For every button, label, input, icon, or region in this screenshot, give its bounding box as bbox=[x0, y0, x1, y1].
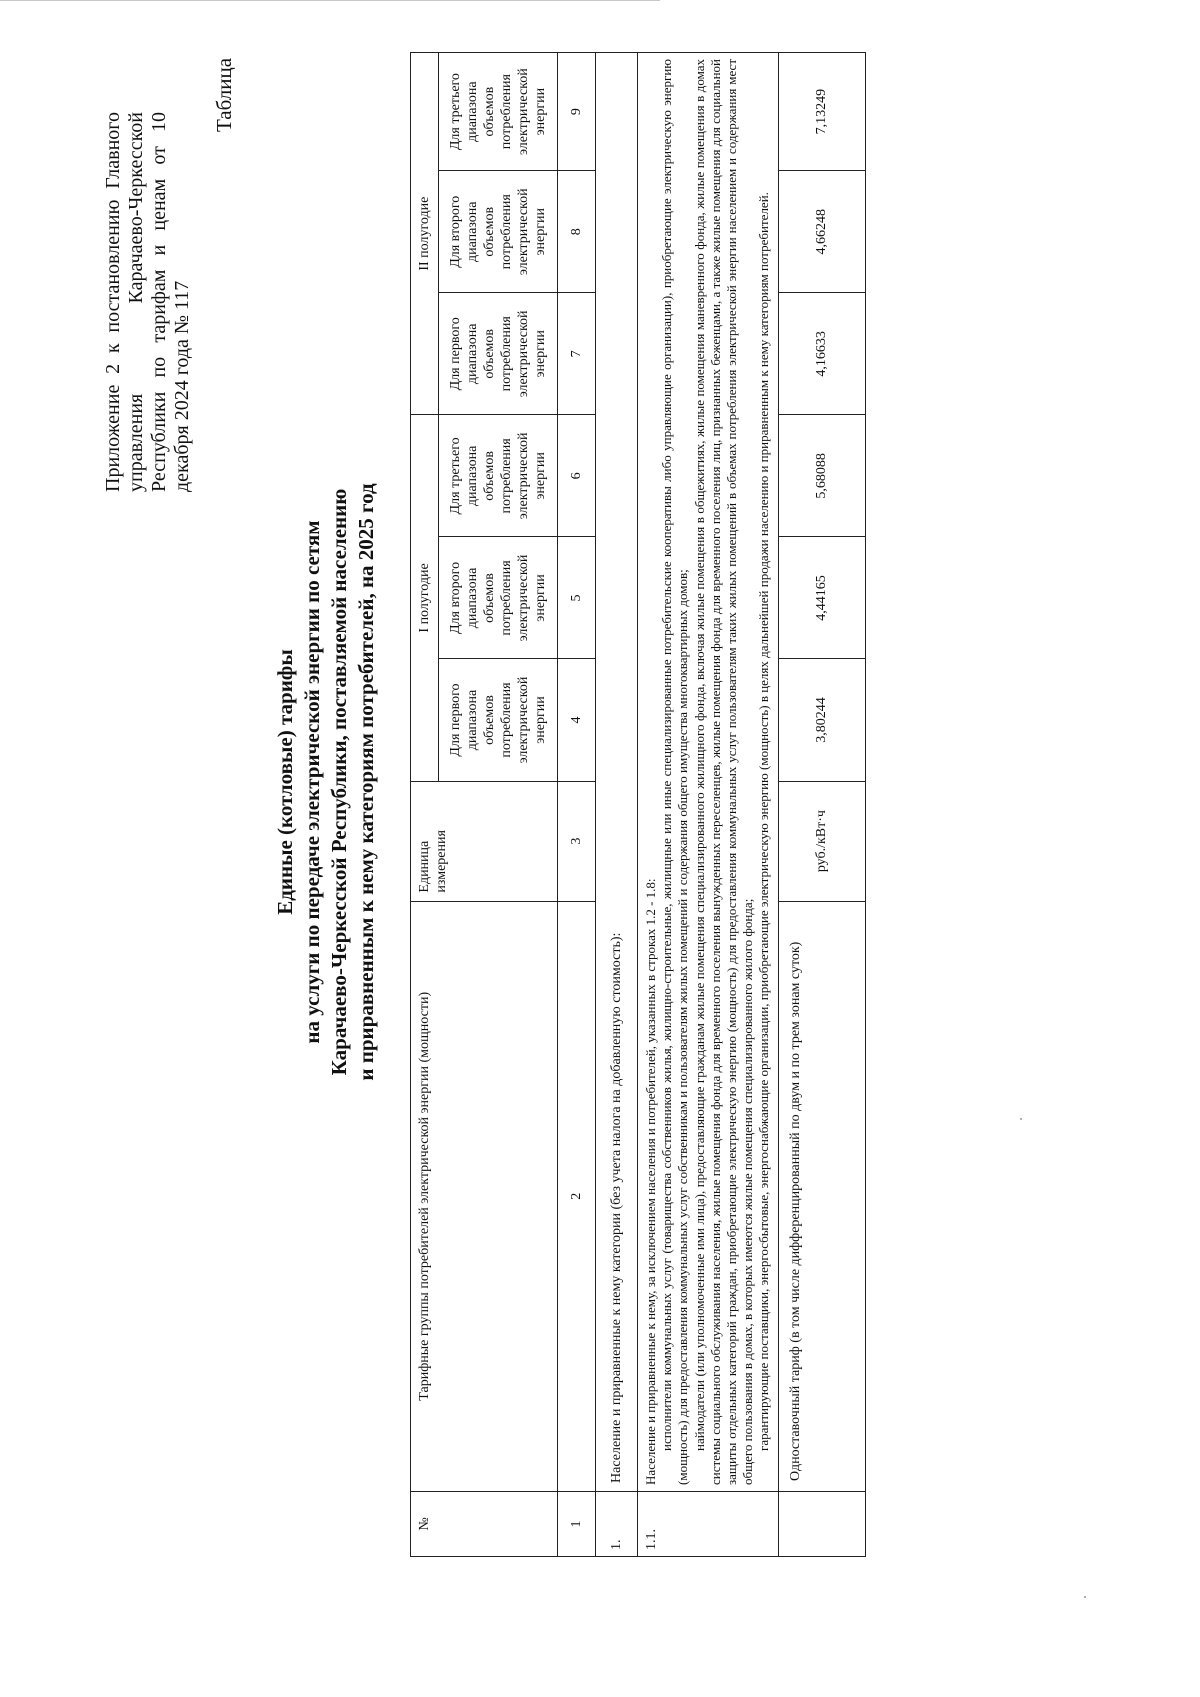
category-paragraph: исполнители коммунальных услуг (товарищества собственников жилья, жилищно-строительные, жилищные или иные специализированные потребительские кооперативы либо управляющие организации), приобретающие электрическую энергию (мощность) для предоставления коммунальных услуг собственникам и пользователям жилых помещений и содержания общего имущества многоквартирных домов; bbox=[659, 59, 691, 1485]
tariff-unit: руб./кВт·ч bbox=[778, 781, 865, 901]
category-row bbox=[638, 53, 779, 1557]
appendix-header: Приложение 2 к постановлению Главного управления Карачаево-Черкесской Республики по тарифам и ценам от 10 декабря 2024 года № 117 bbox=[102, 112, 193, 492]
title-line: Карачаево-Черкесской Республики, поставляемой населению bbox=[327, 488, 351, 1076]
tariff-label: Одноставочный тариф (в том числе дифференцированный по двум и по трем зонам суток) bbox=[778, 901, 865, 1491]
tariff-value: 4,16633 bbox=[778, 293, 865, 415]
title-line: Единые (котловые) тарифы bbox=[273, 649, 297, 915]
header-half-1: I полугодие bbox=[411, 415, 439, 781]
column-number-row bbox=[558, 53, 596, 1557]
header-range-3: Для третьего диапазона объемов потребления электрической энергии bbox=[439, 53, 558, 171]
header-range-2: Для второго диапазона объемов потребления электрической энергии bbox=[439, 537, 558, 659]
category-paragraph: наймодатели (или уполномоченные ими лица), предоставляющие гражданам жилые помещения специализированного жилищного фонда, включая жилые помещения в общежитиях, жилые помещения маневренного фонда, жилые помещения в домах системы социального обслуживания населения, жилые помещения фонда для временного поселения вынужденных переселенцев, жилые помещения фонда для временного поселения лиц, признанных беженцами, а также жилые помещения для социальной защиты отдельных категорий граждан, приобретающие электрическую энергию (мощность) для предоставления коммунальных услуг пользователям таких жилых помещений в объемах потребления электрической энергии населением и содержания мест общего пользования в домах, в которых имеются жилые помещения специализированного жилого фонда; bbox=[691, 59, 756, 1485]
header-range-1: Для первого диапазона объемов потребления электрической энергии bbox=[439, 293, 558, 415]
column-number: 7 bbox=[558, 293, 596, 415]
column-number: 6 bbox=[558, 415, 596, 537]
column-number: 8 bbox=[558, 171, 596, 293]
table-label: Таблица bbox=[212, 57, 236, 132]
header-range-1: Для первого диапазона объемов потребления электрической энергии bbox=[439, 659, 558, 781]
column-number: 4 bbox=[558, 659, 596, 781]
column-number: 1 bbox=[558, 1491, 596, 1556]
header-row bbox=[411, 53, 439, 1557]
title-line: на услуги по передаче электрической энергии по сетям bbox=[300, 520, 324, 1044]
tariff-value: 4,44165 bbox=[778, 537, 865, 659]
header-half-2: II полугодие bbox=[411, 53, 439, 415]
document-title bbox=[272, 187, 380, 1377]
column-number: 3 bbox=[558, 781, 596, 901]
category-number: 1.1. bbox=[638, 1491, 779, 1556]
tariff-row bbox=[778, 53, 865, 1557]
header-range-3: Для третьего диапазона объемов потребления электрической энергии bbox=[439, 415, 558, 537]
header-range-2: Для второго диапазона объемов потребления электрической энергии bbox=[439, 171, 558, 293]
tariff-table bbox=[410, 52, 866, 1557]
section-title: Население и приравненные к нему категории (без учета налога на добавленную стоимость): bbox=[596, 53, 638, 1492]
tariff-value: 3,80244 bbox=[778, 659, 865, 781]
tariff-value: 7,13249 bbox=[778, 53, 865, 171]
header-groups: Тарифные группы потребителей электрической энергии (мощности) bbox=[411, 901, 558, 1491]
tariff-value: 4,66248 bbox=[778, 171, 865, 293]
section-number: 1. bbox=[596, 1491, 638, 1556]
column-number: 9 bbox=[558, 53, 596, 171]
title-line: и приравненным к нему категориям потребителей, на 2025 год bbox=[354, 483, 378, 1081]
tariff-number-cell bbox=[778, 1491, 865, 1556]
section-row bbox=[596, 53, 638, 1557]
category-description bbox=[638, 53, 779, 1492]
category-paragraph: гарантирующие поставщики, энергосбытовые, энергоснабжающие организации, приобретающие электрическую энергию (мощность) в целях дальнейшей продажи населению и приравненным к нему категориям потребителей. bbox=[756, 192, 772, 1451]
header-number: № bbox=[411, 1491, 558, 1556]
header-unit: Единица измерения bbox=[411, 781, 558, 901]
column-number: 5 bbox=[558, 537, 596, 659]
category-paragraph: Население и приравненные к нему, за исключением населения и потребителей, указанных в строках 1.2 - 1.8: bbox=[643, 878, 658, 1485]
tariff-value: 5,68088 bbox=[778, 415, 865, 537]
column-number: 2 bbox=[558, 901, 596, 1491]
